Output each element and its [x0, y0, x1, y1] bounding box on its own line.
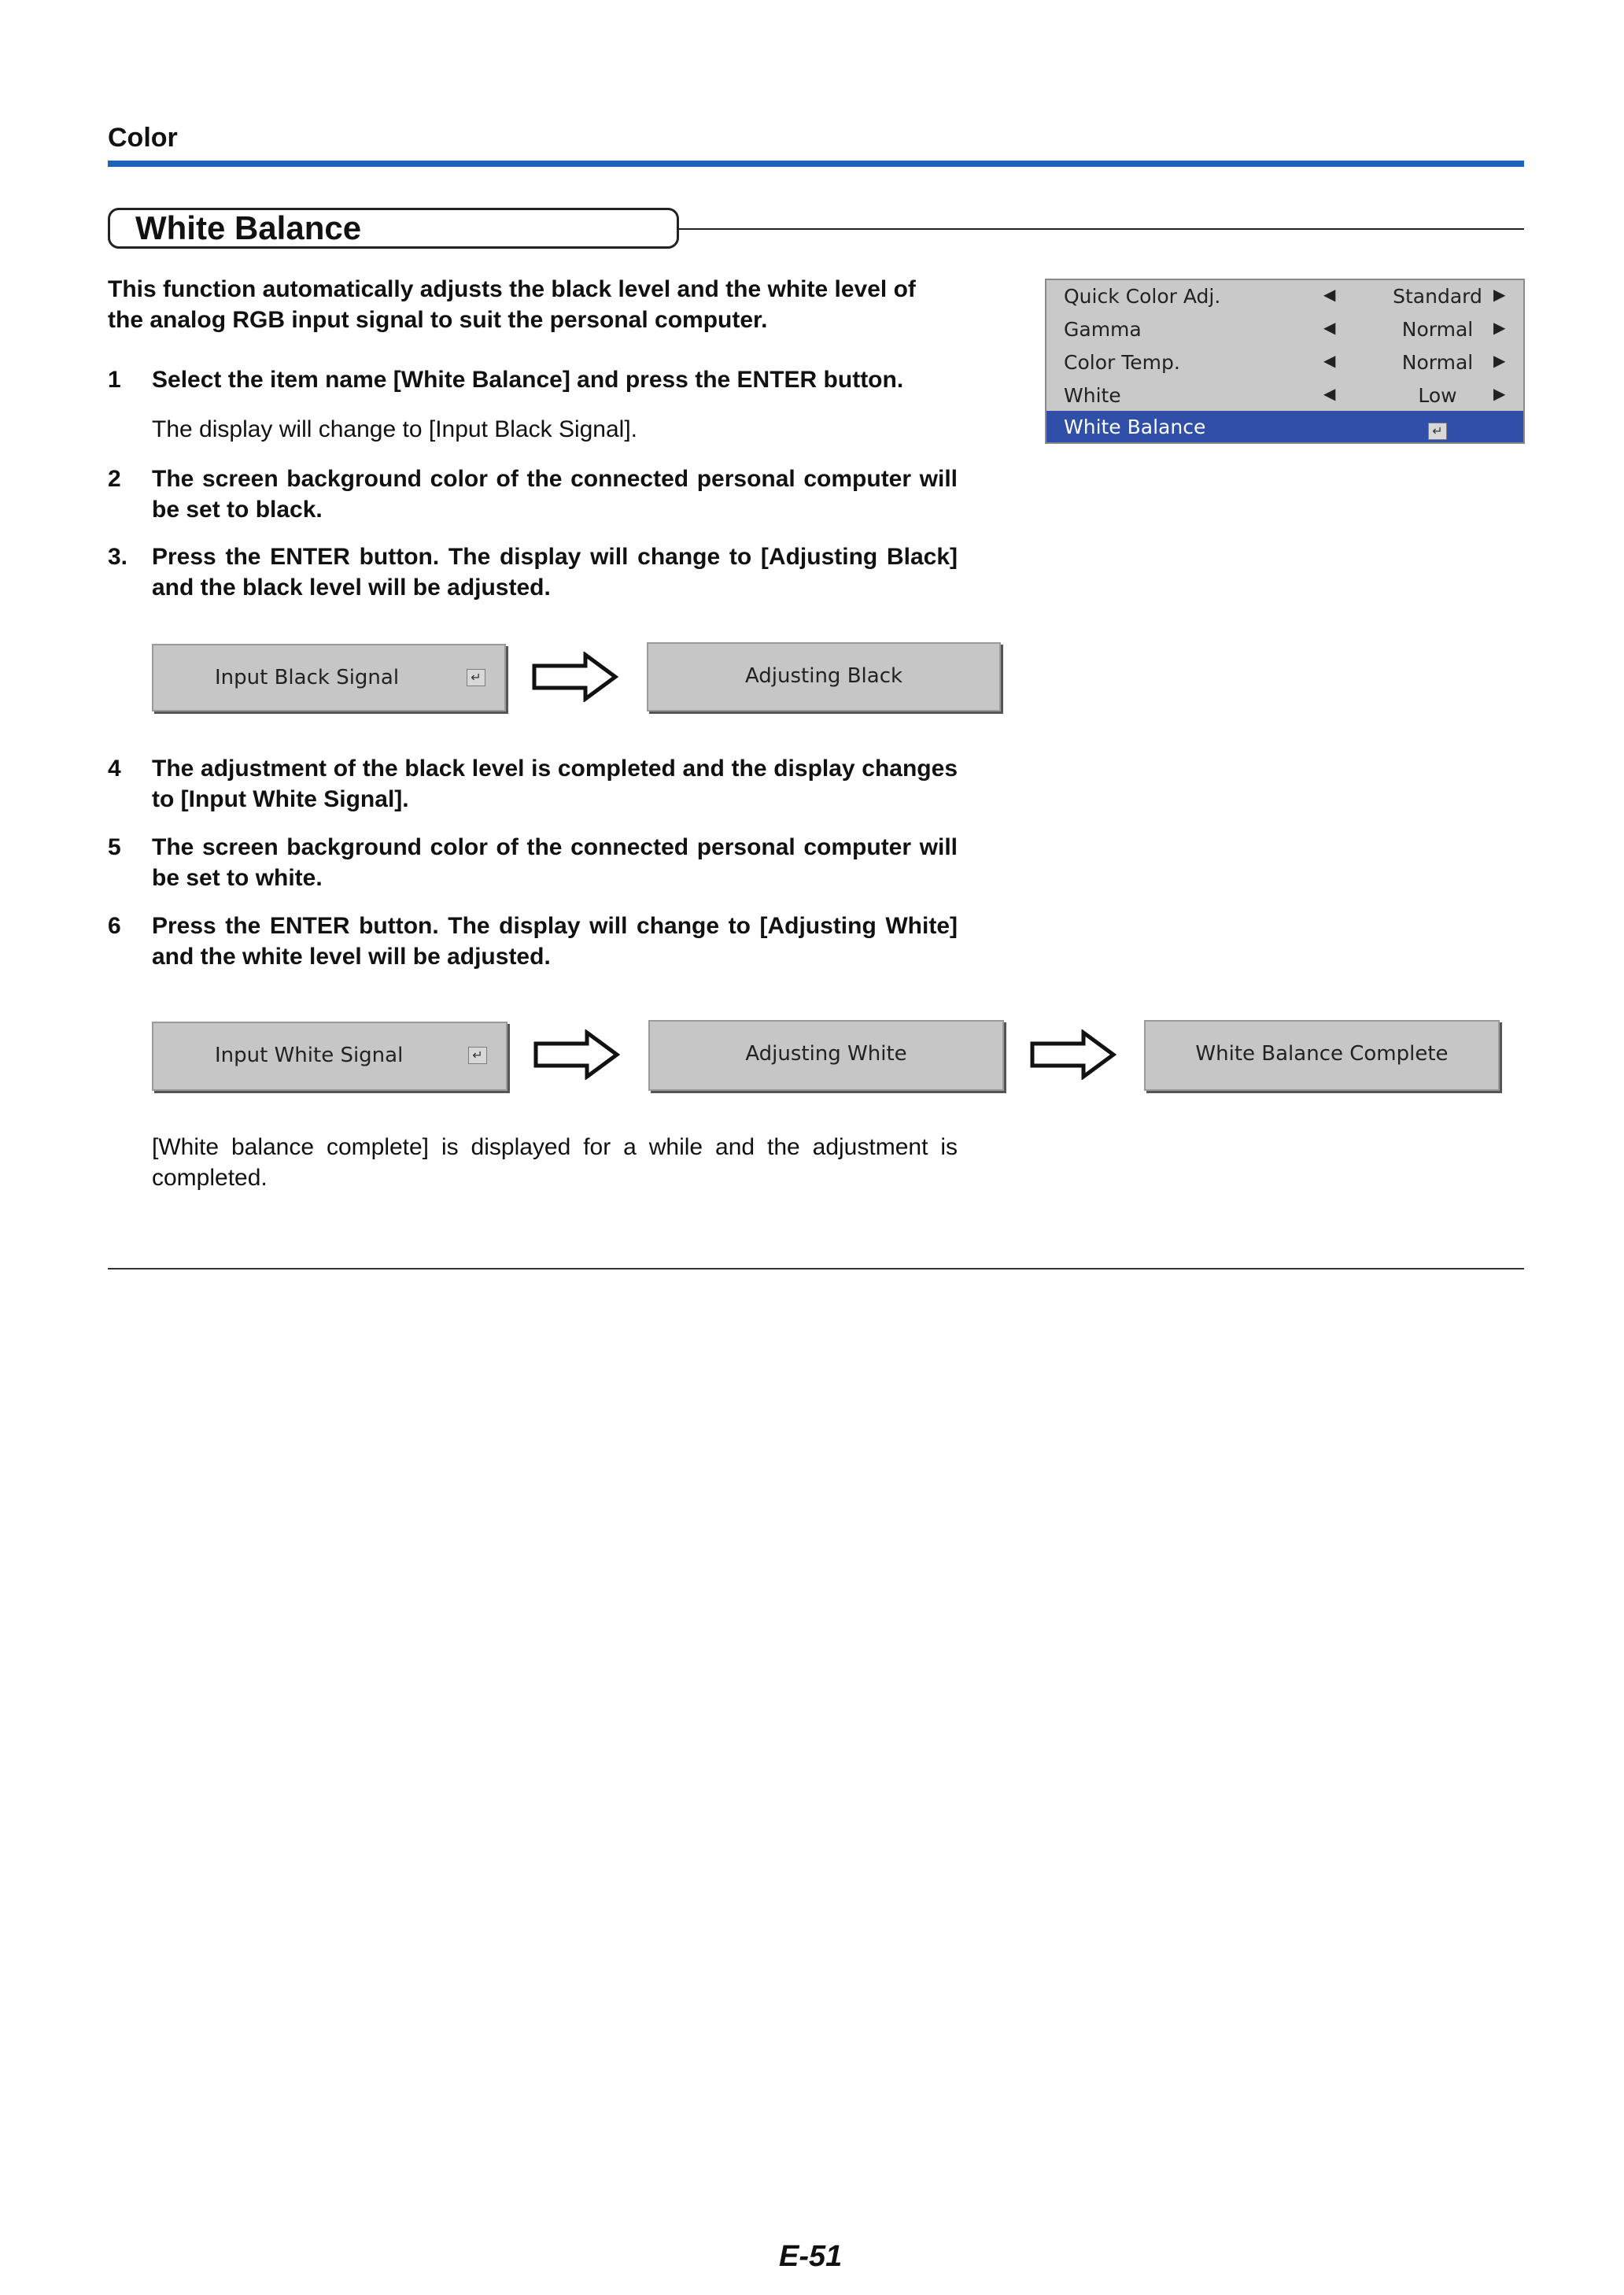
menu-row-quick-color[interactable] [1046, 280, 1523, 313]
step-text: Press the ENTER button. The display will change to [Adjusting Black] and the black level will be adjusted. [152, 544, 958, 601]
step-1 [108, 364, 958, 443]
menu-row-value: Normal [1401, 351, 1474, 374]
enter-icon: ↵ [1428, 423, 1447, 440]
right-arrow-icon[interactable]: ▶ [1493, 285, 1506, 304]
status-text: White Balance Complete [1195, 1042, 1449, 1066]
menu-row-enter[interactable] [1355, 417, 1520, 440]
menu-row-label: Color Temp. [1064, 351, 1180, 374]
step-5 [108, 832, 958, 895]
section-rule [108, 161, 1524, 167]
left-arrow-icon[interactable]: ◀ [1323, 285, 1336, 304]
right-arrow-icon[interactable]: ▶ [1493, 351, 1506, 370]
step-text: Select the item name [White Balance] and press the ENTER button. [152, 367, 904, 393]
closing-note [108, 1132, 958, 1195]
step-number: 2 [108, 466, 121, 492]
bottom-rule [108, 1268, 1524, 1269]
arrow-right-icon [533, 1029, 622, 1080]
step-4 [108, 753, 958, 816]
color-menu [1045, 279, 1525, 444]
step-number: 4 [108, 756, 121, 782]
adjusting-black-box [647, 642, 1001, 711]
closing-note-text: [White balance complete] is displayed for a while and the adjustment is completed. [152, 1134, 958, 1191]
step-text: The screen background color of the connected personal computer will be set to black. [152, 466, 958, 523]
menu-row-label: Quick Color Adj. [1064, 285, 1221, 308]
left-arrow-icon[interactable]: ◀ [1323, 318, 1336, 337]
right-arrow-icon[interactable]: ▶ [1493, 384, 1506, 403]
input-white-signal-box [152, 1022, 507, 1091]
step-text: Press the ENTER button. The display will change to [Adjusting White] and the white level will be adjusted. [152, 913, 958, 970]
step-2 [108, 464, 958, 527]
right-arrow-icon[interactable]: ▶ [1493, 318, 1506, 337]
menu-row-white[interactable] [1046, 379, 1523, 412]
left-arrow-icon[interactable]: ◀ [1323, 351, 1336, 370]
adjusting-white-box [648, 1020, 1004, 1091]
page-number: E-51 [779, 2240, 843, 2273]
enter-icon: ↵ [468, 1047, 487, 1064]
step-number: 3. [108, 544, 128, 570]
menu-row-value: Standard [1393, 285, 1482, 308]
step-note: The display will change to [Input Black Signal]. [152, 416, 638, 442]
step-text: The adjustment of the black level is completed and the display changes to [Input White Signal]. [152, 756, 958, 812]
arrow-right-icon [1030, 1029, 1118, 1080]
section-title: Color [108, 123, 178, 153]
heading-rule [679, 228, 1524, 230]
step-number: 1 [108, 367, 121, 393]
enter-icon: ↵ [467, 669, 485, 686]
left-arrow-icon[interactable]: ◀ [1323, 384, 1336, 403]
status-text: Adjusting Black [744, 664, 903, 688]
menu-row-label: White [1064, 384, 1121, 407]
menu-row-white-balance[interactable] [1046, 411, 1523, 442]
page-heading: White Balance [108, 208, 679, 249]
input-black-signal-box [152, 644, 506, 711]
status-text: Input White Signal [215, 1044, 404, 1067]
intro-paragraph: This function automatically adjusts the black level and the white level of the analog RGB input signal to suit the personal computer. [108, 276, 916, 333]
menu-row-value: Normal [1401, 318, 1474, 341]
white-balance-complete-box [1144, 1020, 1500, 1091]
menu-row-label: Gamma [1064, 318, 1142, 341]
status-text: Input Black Signal [215, 666, 400, 689]
step-6 [108, 911, 958, 974]
menu-row-color-temp[interactable] [1046, 346, 1523, 379]
arrow-right-icon [532, 652, 620, 702]
step-number: 6 [108, 913, 121, 939]
menu-row-value: Low [1418, 384, 1457, 407]
menu-row-gamma[interactable] [1046, 313, 1523, 346]
step-3 [108, 541, 958, 604]
menu-row-label: White Balance [1064, 416, 1206, 438]
step-text: The screen background color of the connected personal computer will be set to white. [152, 834, 958, 891]
status-text: Adjusting White [745, 1042, 907, 1066]
step-number: 5 [108, 834, 121, 860]
